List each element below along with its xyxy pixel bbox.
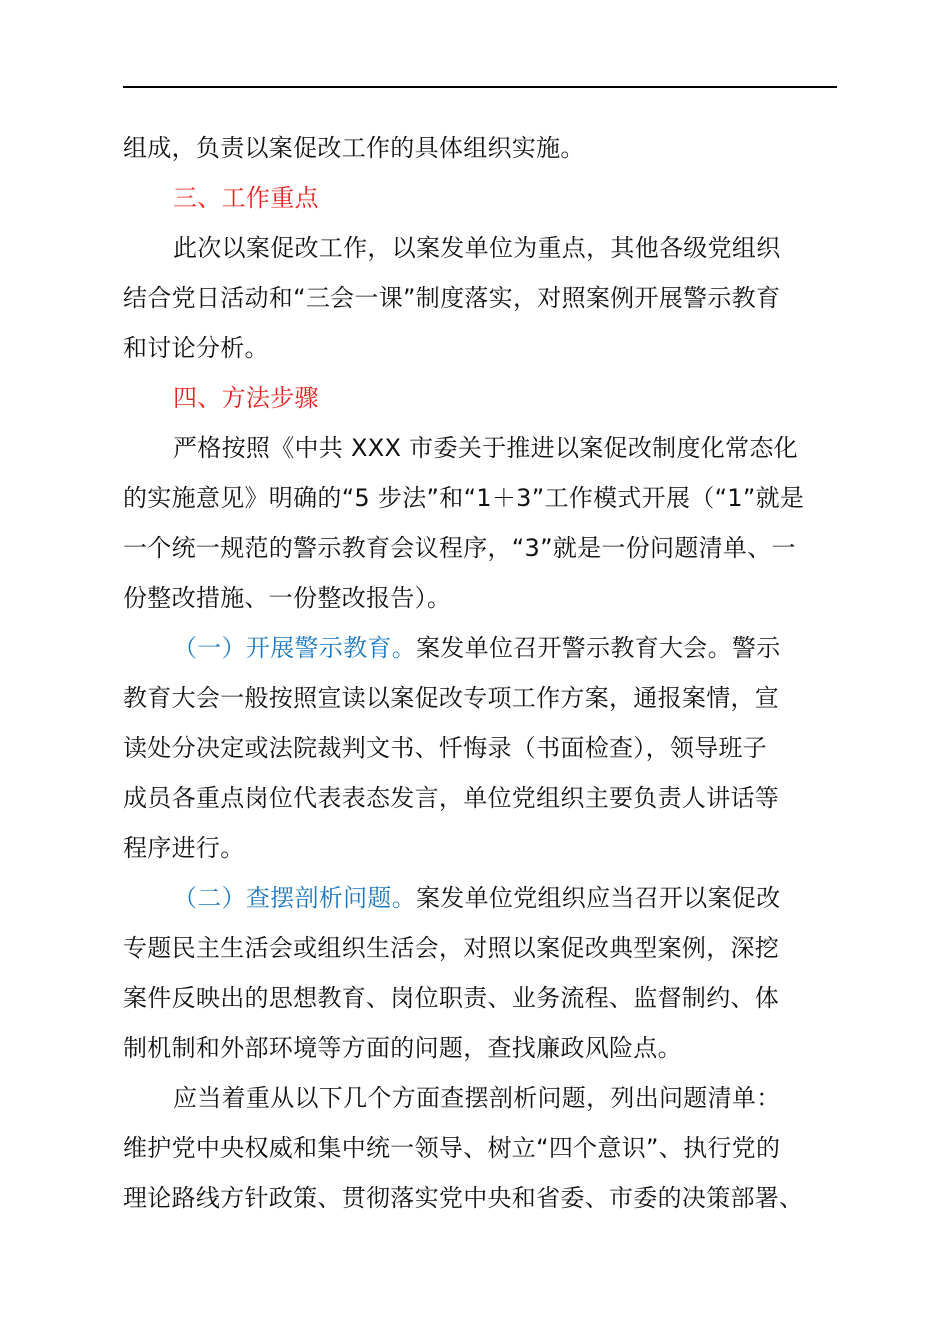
header-rule bbox=[123, 86, 837, 88]
body-line: 严格按照《中共 XXX 市委关于推进以案促改制度化常态化 bbox=[173, 434, 798, 462]
body-line: 此次以案促改工作，以案发单位为重点，其他各级党组织 bbox=[173, 234, 781, 262]
section-heading: 四、方法步骤 bbox=[173, 384, 319, 412]
body-line: 一个统一规范的警示教育会议程序，“3”就是一份问题清单、一 bbox=[123, 534, 796, 562]
body-text: 案发单位党组织应当召开以案促改 bbox=[416, 884, 781, 912]
paragraph-line bbox=[173, 631, 893, 665]
body-line: 成员各重点岗位代表表态发言，单位党组织主要负责人讲话等 bbox=[123, 784, 780, 812]
body-line: 专题民主生活会或组织生活会，对照以案促改典型案例，深挖 bbox=[123, 934, 780, 962]
paragraph-line bbox=[173, 881, 893, 915]
body-line: 理论路线方针政策、贯彻落实党中央和省委、市委的决策部署、 bbox=[123, 1184, 804, 1212]
subsection-heading: （一）开展警示教育。 bbox=[173, 634, 416, 662]
body-line: 读处分决定或法院裁判文书、忏悔录（书面检查），领导班子 bbox=[123, 734, 768, 762]
body-line: 制机制和外部环境等方面的问题，查找廉政风险点。 bbox=[123, 1034, 682, 1062]
body-line: 案件反映出的思想教育、岗位职责、业务流程、监督制约、体 bbox=[123, 984, 780, 1012]
body-line: 教育大会一般按照宣读以案促改专项工作方案，通报案情，宣 bbox=[123, 684, 780, 712]
body-line: 结合党日活动和“三会一课”制度落实，对照案例开展警示教育 bbox=[123, 284, 781, 312]
body-line: 维护党中央权威和集中统一领导、树立“四个意识”、执行党的 bbox=[123, 1134, 781, 1162]
body-line: 份整改措施、一份整改报告）。 bbox=[123, 584, 452, 612]
section-heading: 三、工作重点 bbox=[173, 184, 319, 212]
body-line: 组成，负责以案促改工作的具体组织实施。 bbox=[123, 134, 585, 162]
body-line: 应当着重从以下几个方面查摆剖析问题，列出问题清单： bbox=[173, 1084, 781, 1112]
body-line: 和讨论分析。 bbox=[123, 334, 269, 362]
body-line: 的实施意见》明确的“5 步法”和“1＋3”工作模式开展（“1”就是 bbox=[123, 484, 805, 512]
body-line: 程序进行。 bbox=[123, 834, 245, 862]
body-text: 案发单位召开警示教育大会。警示 bbox=[416, 634, 781, 662]
subsection-heading: （二）查摆剖析问题。 bbox=[173, 884, 416, 912]
